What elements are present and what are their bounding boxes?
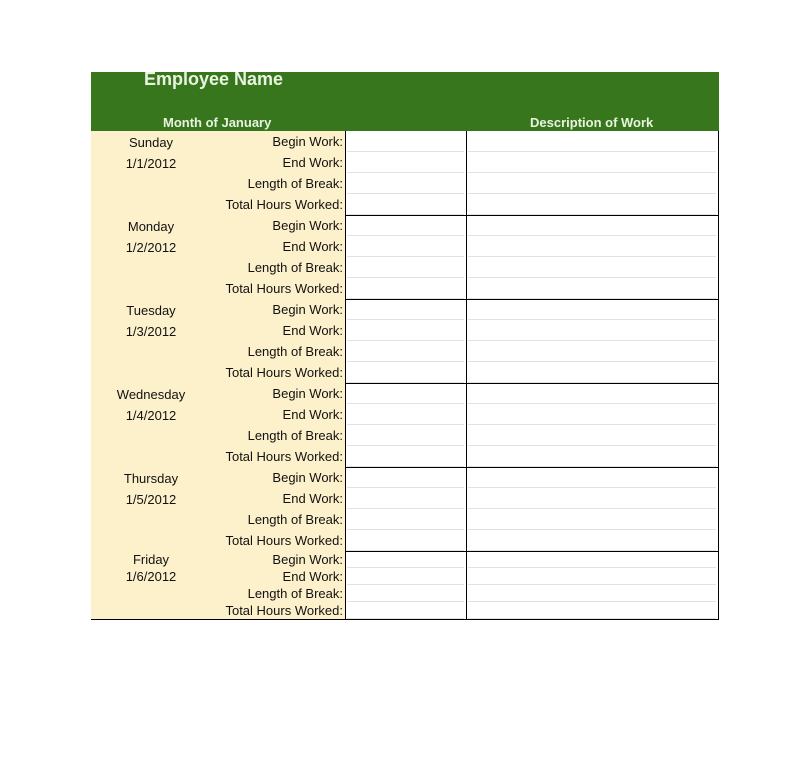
field-label: End Work: xyxy=(282,569,343,584)
field-label: Length of Break: xyxy=(247,260,343,275)
field-label: Total Hours Worked: xyxy=(225,603,343,618)
day-block xyxy=(91,383,719,468)
description-input-cell[interactable] xyxy=(468,257,716,278)
time-input-cell[interactable] xyxy=(347,467,464,488)
description-input-cell[interactable] xyxy=(468,194,716,215)
field-label: End Work: xyxy=(282,239,343,254)
time-input-cell[interactable] xyxy=(347,236,464,257)
description-input-cell[interactable] xyxy=(468,568,716,585)
field-label: Total Hours Worked: xyxy=(225,281,343,296)
day-date: 1/3/2012 xyxy=(125,324,177,339)
time-input-cell[interactable] xyxy=(347,551,464,568)
day-date: 1/2/2012 xyxy=(125,240,177,255)
field-label: Total Hours Worked: xyxy=(225,533,343,548)
time-input-cell[interactable] xyxy=(347,173,464,194)
day-name: Thursday xyxy=(123,471,179,486)
time-input-cell[interactable] xyxy=(347,585,464,602)
time-input-cell[interactable] xyxy=(347,215,464,236)
field-label: Total Hours Worked: xyxy=(225,449,343,464)
time-input-cell[interactable] xyxy=(347,509,464,530)
description-input-cell[interactable] xyxy=(468,509,716,530)
description-input-cell[interactable] xyxy=(468,299,716,320)
description-input-cell[interactable] xyxy=(468,215,716,236)
day-block xyxy=(91,551,719,620)
time-input-cell[interactable] xyxy=(347,341,464,362)
day-name: Sunday xyxy=(128,135,174,150)
description-input-cell[interactable] xyxy=(468,585,716,602)
time-input-cell[interactable] xyxy=(347,194,464,215)
description-input-cell[interactable] xyxy=(468,425,716,446)
time-input-cell[interactable] xyxy=(347,568,464,585)
description-input-cell[interactable] xyxy=(468,341,716,362)
time-input-cell[interactable] xyxy=(347,404,464,425)
day-block xyxy=(91,131,719,216)
time-input-cell[interactable] xyxy=(347,257,464,278)
time-input-cell[interactable] xyxy=(347,530,464,551)
field-label: Total Hours Worked: xyxy=(225,197,343,212)
day-name: Friday xyxy=(132,552,170,567)
description-input-cell[interactable] xyxy=(468,530,716,551)
time-input-cell[interactable] xyxy=(347,299,464,320)
field-label: Length of Break: xyxy=(247,512,343,527)
time-input-cell[interactable] xyxy=(347,152,464,173)
description-input-cell[interactable] xyxy=(468,551,716,568)
description-input-cell[interactable] xyxy=(468,404,716,425)
description-input-cell[interactable] xyxy=(468,131,716,152)
description-input-cell[interactable] xyxy=(468,173,716,194)
time-input-cell[interactable] xyxy=(347,131,464,152)
day-date: 1/6/2012 xyxy=(125,569,177,584)
time-input-cell[interactable] xyxy=(347,278,464,299)
time-input-cell[interactable] xyxy=(347,320,464,341)
description-input-cell[interactable] xyxy=(468,446,716,467)
field-label: Begin Work: xyxy=(272,302,343,317)
field-label: End Work: xyxy=(282,155,343,170)
description-input-cell[interactable] xyxy=(468,488,716,509)
description-input-cell[interactable] xyxy=(468,278,716,299)
description-input-cell[interactable] xyxy=(468,362,716,383)
description-input-cell[interactable] xyxy=(468,602,716,619)
day-block xyxy=(91,467,719,552)
month-label: Month of January xyxy=(163,115,272,130)
field-label: Begin Work: xyxy=(272,134,343,149)
description-input-cell[interactable] xyxy=(468,467,716,488)
timesheet-header xyxy=(91,69,719,131)
description-input-cell[interactable] xyxy=(468,236,716,257)
field-label: Total Hours Worked: xyxy=(225,365,343,380)
day-name: Tuesday xyxy=(126,303,176,318)
time-input-cell[interactable] xyxy=(347,602,464,619)
field-label: End Work: xyxy=(282,491,343,506)
day-name: Wednesday xyxy=(116,387,186,402)
field-label: Begin Work: xyxy=(272,386,343,401)
field-label: End Work: xyxy=(282,407,343,422)
field-label: Length of Break: xyxy=(247,428,343,443)
day-date: 1/1/2012 xyxy=(125,156,177,171)
employee-name[interactable]: Employee Name xyxy=(144,69,284,89)
day-name: Monday xyxy=(127,219,175,234)
description-input-cell[interactable] xyxy=(468,383,716,404)
description-input-cell[interactable] xyxy=(468,320,716,341)
field-label: Length of Break: xyxy=(247,344,343,359)
time-input-cell[interactable] xyxy=(347,383,464,404)
field-label: Length of Break: xyxy=(247,586,343,601)
field-label: Length of Break: xyxy=(247,176,343,191)
day-block xyxy=(91,299,719,384)
day-date: 1/4/2012 xyxy=(125,408,177,423)
time-input-cell[interactable] xyxy=(347,362,464,383)
day-date: 1/5/2012 xyxy=(125,492,177,507)
time-input-cell[interactable] xyxy=(347,446,464,467)
field-label: Begin Work: xyxy=(272,470,343,485)
day-block xyxy=(91,215,719,300)
field-label: End Work: xyxy=(282,323,343,338)
field-label: Begin Work: xyxy=(272,552,343,567)
description-header: Description of Work xyxy=(530,115,654,130)
time-input-cell[interactable] xyxy=(347,425,464,446)
time-input-cell[interactable] xyxy=(347,488,464,509)
field-label: Begin Work: xyxy=(272,218,343,233)
description-input-cell[interactable] xyxy=(468,152,716,173)
